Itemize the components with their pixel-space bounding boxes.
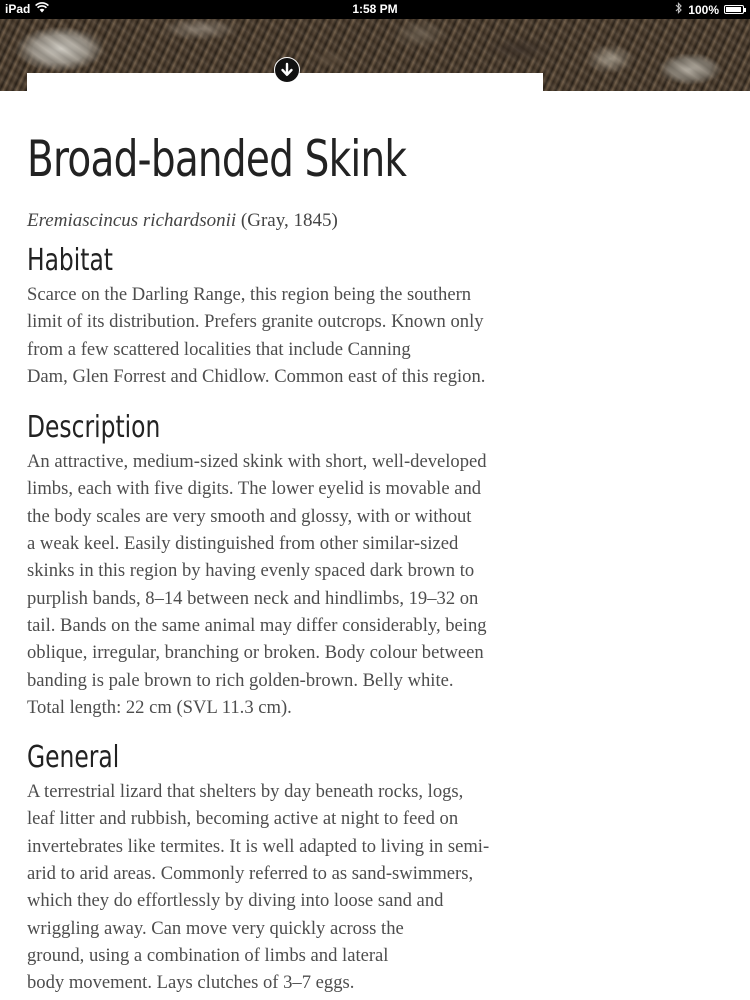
text-line: a weak keel. Easily distinguished from other similar-sized xyxy=(27,533,459,555)
text-line: limit of its distribution. Prefers granite outcrops. Known only xyxy=(27,311,484,333)
text-line: ground, using a combination of limbs and lateral xyxy=(27,944,389,966)
battery-icon xyxy=(724,5,744,14)
device-name: iPad xyxy=(5,2,31,16)
text-line: Scarce on the Darling Range, this region being the southern xyxy=(27,284,472,305)
status-right xyxy=(675,2,744,17)
general-text xyxy=(27,778,547,996)
down-arrow-icon[interactable] xyxy=(274,57,300,83)
description-heading: Description xyxy=(27,410,161,446)
status-bar xyxy=(0,0,750,19)
habitat-heading: Habitat xyxy=(27,243,113,278)
text-line: An attractive, medium-sized skink with short, well-developed xyxy=(27,451,487,473)
text-line: wriggling away. Can move very quickly across the xyxy=(27,917,404,939)
text-line: arid to arid areas. Commonly referred to as sand-swimmers, xyxy=(27,863,474,885)
general-heading: General xyxy=(27,740,120,776)
text-line: oblique, irregular, branching or broken. Body colour between xyxy=(27,642,484,664)
text-line: which they do effortlessly by diving into loose sand and xyxy=(27,890,444,912)
text-line: Total length: 22 cm (SVL 11.3 cm). xyxy=(27,696,292,718)
text-line: tail. Bands on the same animal may differ considerably, being xyxy=(27,614,487,636)
text-line: purplish bands, 8–14 between neck and hindlimbs, 19–32 on xyxy=(27,587,479,609)
text-line: invertebrates like termites. It is well adapted to living in semi- xyxy=(27,835,490,857)
text-line: leaf litter and rubbish, becoming active at night to feed on xyxy=(27,808,459,830)
text-line: from a few scattered localities that include Canning xyxy=(27,338,411,360)
habitat-text xyxy=(27,281,547,390)
text-line: Dam, Glen Forrest and Chidlow. Common east of this region. xyxy=(27,365,486,387)
scientific-name: Eremiascincus richardsonii xyxy=(27,210,237,231)
status-time: 1:58 PM xyxy=(352,2,398,16)
text-line: body movement. Lays clutches of 3–7 eggs. xyxy=(27,972,355,994)
page-title: Broad-banded Skink xyxy=(27,130,407,188)
text-line: limbs, each with five digits. The lower eyelid is movable and xyxy=(27,478,482,500)
species-article xyxy=(27,126,547,997)
battery-percent: 100% xyxy=(688,2,719,17)
text-line: A terrestrial lizard that shelters by day beneath rocks, logs, xyxy=(27,781,464,803)
text-line: the body scales are very smooth and glossy, with or without xyxy=(27,505,472,527)
scientific-name-line xyxy=(27,208,547,234)
description-text xyxy=(27,448,547,721)
bluetooth-icon xyxy=(675,2,683,17)
authority: (Gray, 1845) xyxy=(236,210,338,231)
text-line: skinks in this region by having evenly spaced dark brown to xyxy=(27,560,475,582)
text-line: banding is pale brown to rich golden-brown. Belly white. xyxy=(27,669,454,691)
